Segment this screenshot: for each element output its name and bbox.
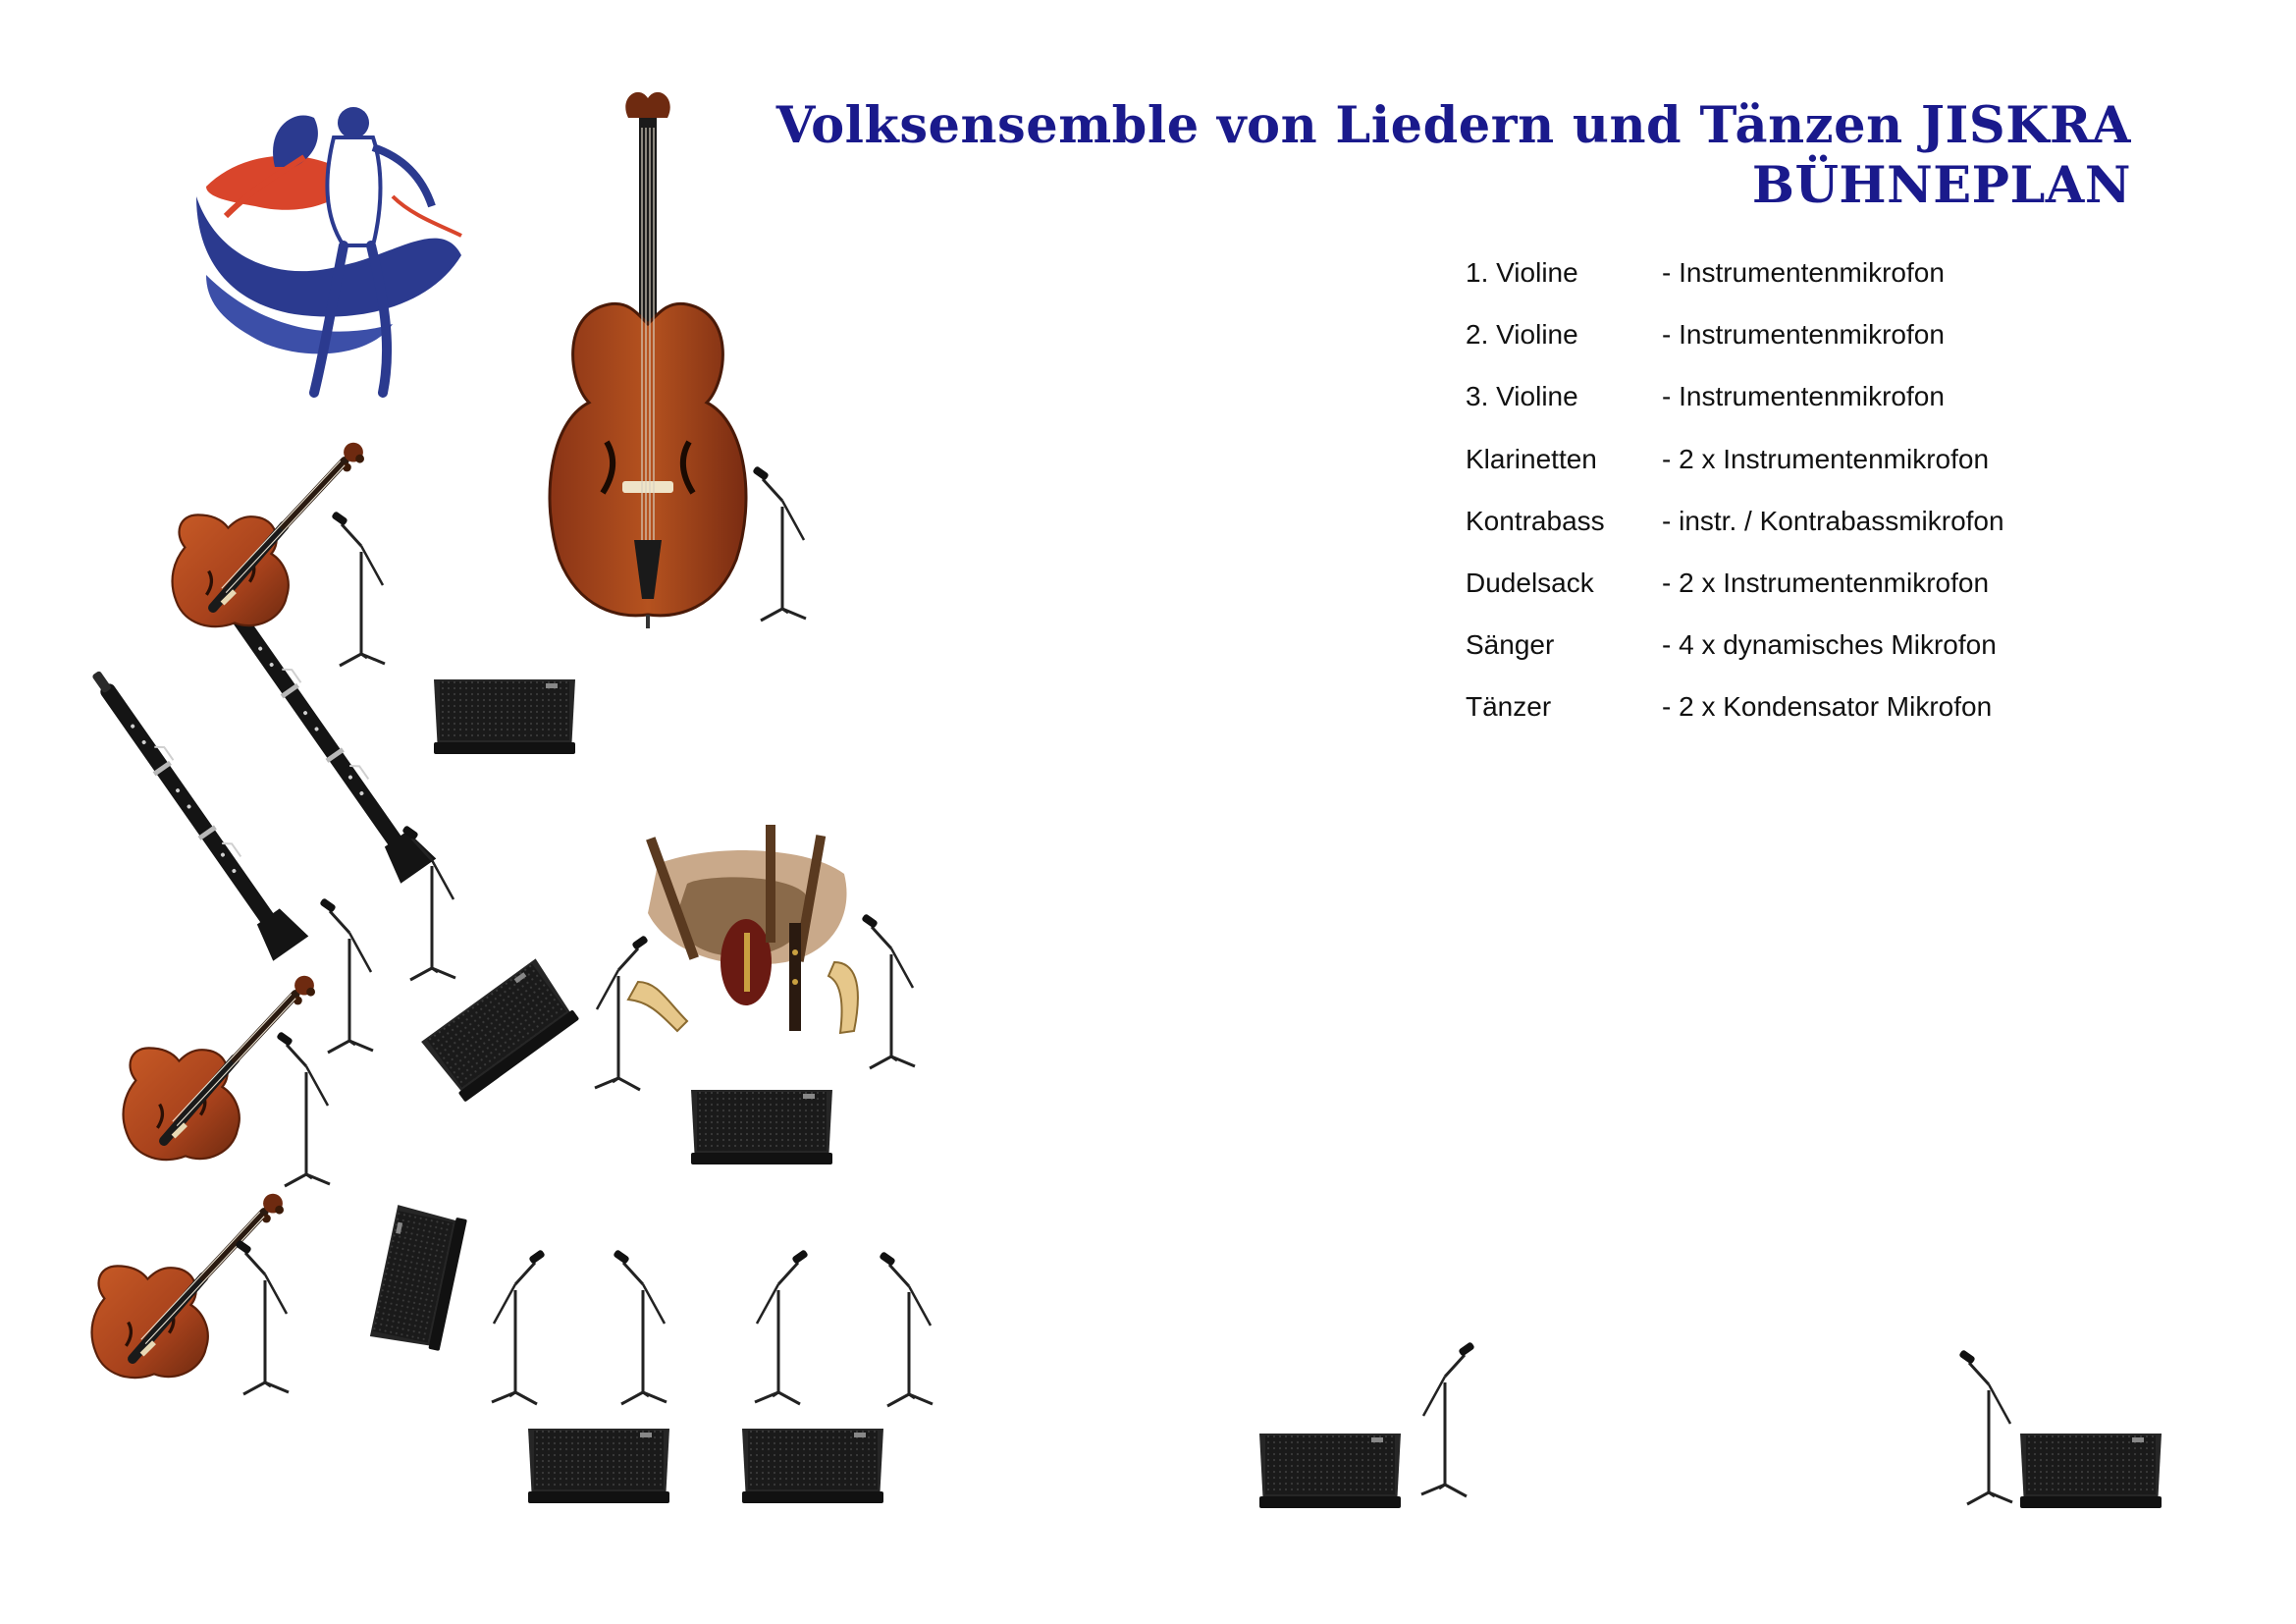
microphone-legend [1466,257,2004,754]
double-bass-icon [550,92,746,628]
legend-microphone: - 2 x Kondensator Mikrofon [1662,691,1993,723]
stage-monitor-icon [1259,1434,1401,1508]
stage-monitor-icon [370,1205,467,1351]
legend-row [1466,444,2004,506]
microphone-stand-icon [276,1031,330,1186]
legend-row [1466,319,2004,381]
microphone-stand-icon [755,1249,809,1404]
legend-instrument: Tänzer [1466,691,1552,723]
folk-dancers-logo [196,107,461,393]
violin-icon [92,1194,284,1378]
legend-instrument: 2. Violine [1466,319,1578,351]
microphone-stand-icon [1958,1349,2012,1504]
legend-row [1466,629,2004,691]
legend-instrument: 1. Violine [1466,257,1578,288]
microphone-stand-icon [1421,1341,1475,1496]
violin-icon [124,976,315,1160]
microphone-stand-icon [861,913,915,1068]
legend-row [1466,381,2004,443]
document-title-block [776,96,2131,216]
microphone-stand-icon [752,465,806,621]
legend-microphone: - Instrumentenmikrofon [1662,381,1945,412]
stage-monitor-icon [434,679,575,754]
microphone-stand-icon [319,897,373,1053]
microphone-stand-icon [879,1251,933,1406]
microphone-stand-icon [613,1249,667,1404]
stage-monitor-icon [528,1429,669,1503]
stage-monitor-icon [421,958,579,1102]
legend-microphone: - Instrumentenmikrofon [1662,319,1945,351]
legend-instrument: Dudelsack [1466,567,1594,598]
stage-monitor-icon [691,1090,832,1164]
legend-row [1466,691,2004,753]
clarinet-icon [80,660,308,961]
legend-instrument: Sänger [1466,629,1555,661]
legend-microphone: - 4 x dynamisches Mikrofon [1662,629,1997,661]
legend-instrument: 3. Violine [1466,381,1578,412]
legend-microphone: - Instrumentenmikrofon [1662,257,1945,288]
page-title: Volksensemble von Liedern und Tänzen JISKRA [775,96,2131,155]
legend-microphone: - 2 x Instrumentenmikrofon [1662,443,1990,474]
bagpipe-icon [628,825,858,1033]
legend-microphone: - 2 x Instrumentenmikrofon [1662,567,1990,598]
legend-microphone: - instr. / Kontrabassmikrofon [1662,505,2004,536]
legend-instrument: Kontrabass [1466,505,1605,536]
legend-row [1466,506,2004,568]
microphone-stand-icon [492,1249,546,1404]
legend-row [1466,257,2004,319]
legend-instrument: Klarinetten [1466,443,1597,474]
page-subtitle: BÜHNEPLAN [1751,156,2131,215]
microphone-stand-icon [235,1239,289,1394]
violin-icon [173,443,364,626]
microphone-stand-icon [331,511,385,666]
microphone-stand-icon [595,935,649,1090]
legend-row [1466,568,2004,629]
clarinet-icon [207,582,436,884]
stage-monitor-icon [742,1429,883,1503]
stage-monitor-icon [2020,1434,2162,1508]
